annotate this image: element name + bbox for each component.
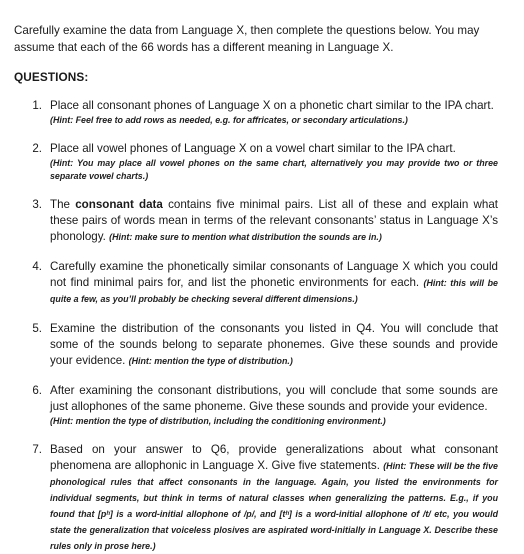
question-body (50, 259, 510, 307)
question-5 (14, 321, 510, 369)
question-hint: (Hint: mention the type of distribution, including the conditioning environment.) (50, 416, 386, 426)
question-1 (14, 98, 510, 127)
question-2 (14, 141, 510, 183)
question-text-post: contains five minimal pairs. List all of these and explain what these pairs of words mean in terms of the relevant consonants’ status in Language X’s phonology. (50, 198, 498, 243)
question-number: 1. (32, 99, 42, 112)
question-hint: (Hint: You may place all vowel phones on the same chart, alternatively you may provide two or three separate vowel charts.) (50, 158, 498, 181)
question-body (50, 98, 510, 127)
question-text: Based on your answer to Q6, provide generalizations about what consonant phenomena are allophonic in Language X. Give five statements. (50, 443, 498, 472)
question-body (50, 141, 510, 183)
question-text: After examining the consonant distributions, you will conclude that some sounds are just allophones of the same phoneme. Give these sounds and provide your evidence. (50, 384, 498, 413)
question-3 (14, 197, 510, 245)
consonant-data-term: consonant data (75, 198, 163, 211)
question-6 (14, 383, 510, 428)
questions-list (14, 98, 510, 554)
question-number: 4. (32, 260, 42, 273)
question-hint: (Hint: this will be quite a few, as you’ll probably be checking several different dimensions.) (50, 278, 498, 304)
intro-paragraph: Carefully examine the data from Language X, then complete the questions below. You may assume that each of the 66 words has a different meaning in Language X. (14, 24, 480, 54)
question-text: Place all vowel phones of Language X on a vowel chart similar to the IPA chart. (50, 142, 456, 155)
question-body (50, 442, 510, 554)
questions-heading: QUESTIONS: (14, 70, 89, 84)
question-number: 3. (32, 198, 42, 211)
question-body (50, 321, 510, 369)
question-number: 7. (32, 443, 42, 456)
question-text: Carefully examine the phonetically similar consonants of Language X which you could not find minimal pairs for, and list the phonetic environments for each. (50, 260, 498, 289)
question-text: Examine the distribution of the consonants you listed in Q4. You will conclude that some of the sounds belong to separate phonemes. Give these sounds and provide your evidence. (50, 322, 498, 367)
question-number: 2. (32, 142, 42, 155)
question-7 (14, 442, 510, 554)
question-hint: (Hint: These will be the five phonological rules that affect consonants in the language. Again, you listed the environments for individual segments, but think in terms of natural classes when generalizing the patterns. E.g., if you found that [pʰ] is a word-initial allophone of /p/, and [tʰ] is a word-initial allophone of /t/ etc, you would state the generalization that voiceless plosives are aspirated word-initially in Language X. Describe these rules only in prose here.) (50, 461, 498, 551)
question-hint: (Hint: mention the type of distribution.) (128, 356, 293, 366)
question-hint: (Hint: Feel free to add rows as needed, e.g. for affricates, or secondary articulations.) (50, 115, 408, 125)
question-text: Place all consonant phones of Language X on a phonetic chart similar to the IPA chart. (50, 99, 494, 112)
question-hint: (Hint: make sure to mention what distribution the sounds are in.) (109, 232, 382, 242)
question-number: 5. (32, 322, 42, 335)
question-body (50, 383, 510, 428)
question-body (50, 197, 510, 245)
question-4 (14, 259, 510, 307)
question-number: 6. (32, 384, 42, 397)
question-text-pre: The (50, 198, 76, 211)
